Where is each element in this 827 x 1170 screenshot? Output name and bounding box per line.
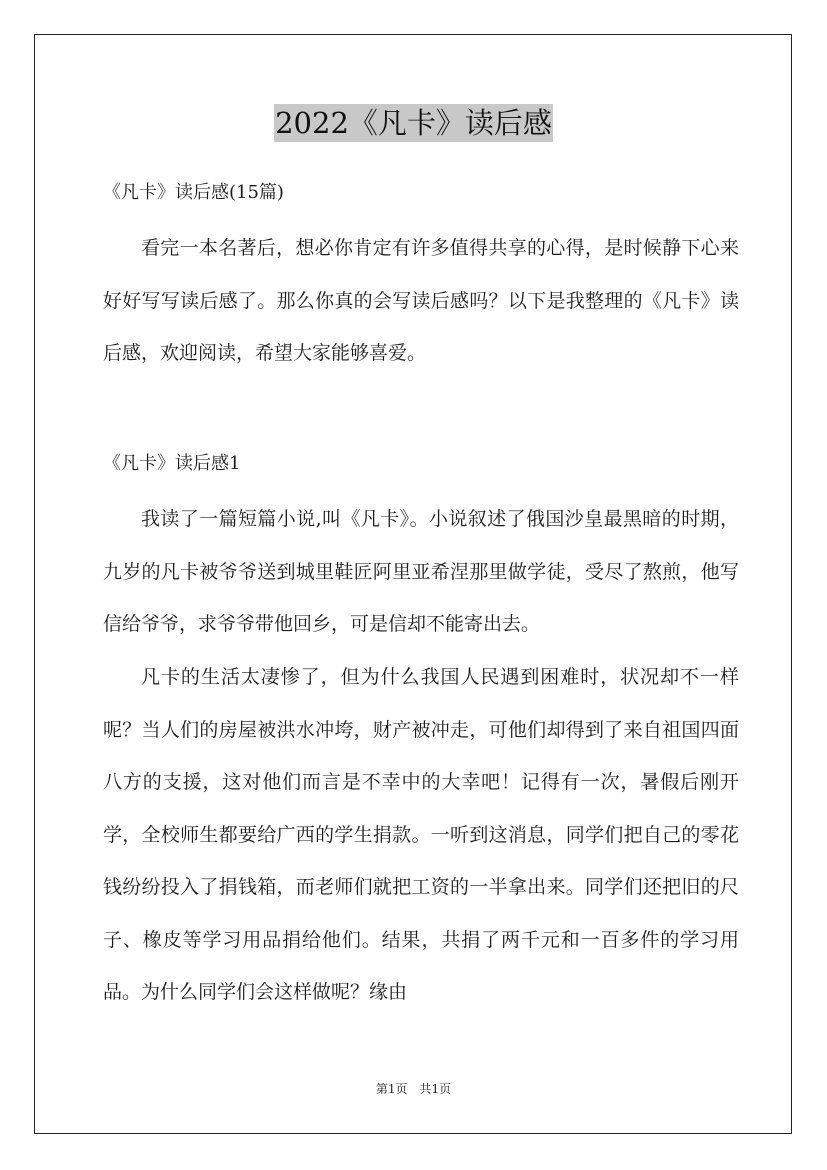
section-heading: 《凡卡》读后感1: [103, 453, 241, 474]
intro-paragraph: 看完一本名著后，想必你肯定有许多值得共享的心得，是时候静下心来好好写写读后感了。那么你真的会写读后感吗？以下是我整理的《凡卡》读后感，欢迎阅读，希望大家能够喜爱。: [103, 237, 739, 364]
body-paragraph: 凡卡的生活太凄惨了，但为什么我国人民遇到困难时，状况却不一样呢？当人们的房屋被洪水冲垮，财产被冲走，可他们却得到了来自祖国四面八方的支援，这对他们而言是不幸中的大幸吧！记得有一次，暑假后刚开学，全校师生都要给广西的学生捐款。一听到这消息，同学们把自己的零花钱纷纷投入了捐钱箱，而老师们就把工资的一半拿出来。同学们还把旧的尺子、橡皮等学习用品捐给他们。结果，共捐了两千元和一百多件的学习用品。为什么同学们会这样做呢？缘由: [103, 666, 739, 1003]
document-title-block: [0, 104, 827, 142]
body-paragraph: 我读了一篇短篇小说,叫《凡卡》。小说叙述了俄国沙皇最黑暗的时期，九岁的凡卡被爷爷送到城里鞋匠阿里亚希涅那里做学徒，受尽了熬煎，他写信给爷爷，求爷爷带他回乡，可是信却不能寄出去。: [103, 508, 739, 635]
document-title: 2022《凡卡》读后感: [275, 106, 552, 140]
document-subtitle: 《凡卡》读后感(15篇): [103, 182, 284, 203]
page-footer: 第1页 共1页: [375, 1082, 452, 1096]
